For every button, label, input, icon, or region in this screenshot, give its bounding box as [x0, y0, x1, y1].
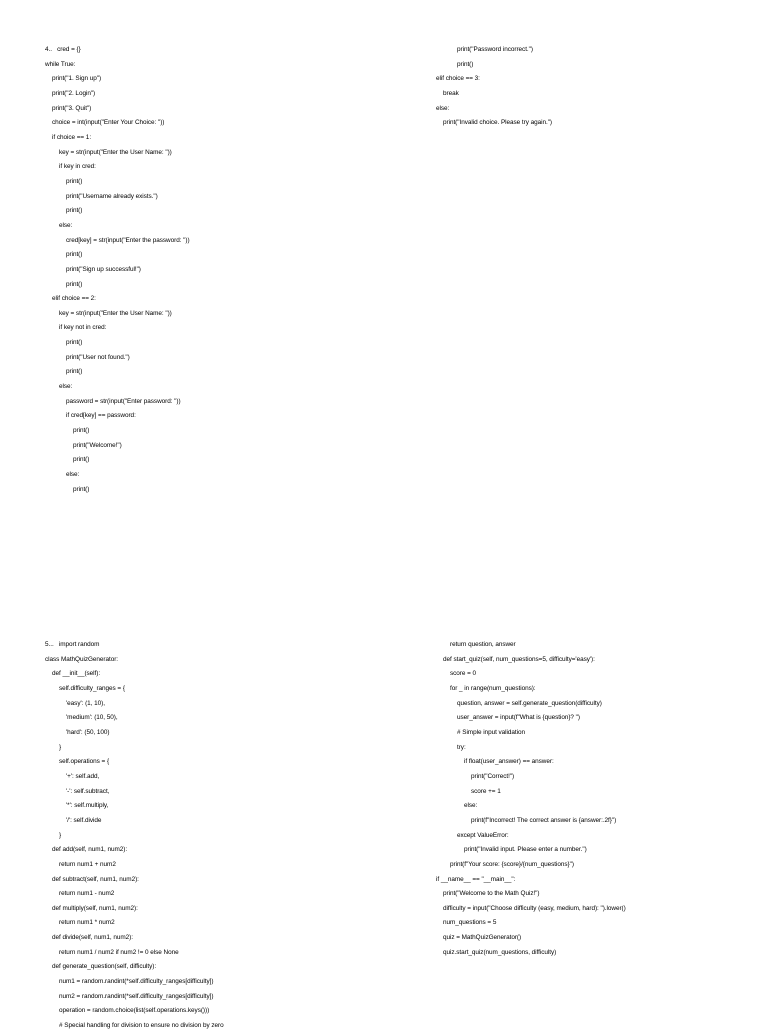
code-line: print()	[73, 427, 90, 435]
code-line: print()	[73, 485, 90, 493]
code-line: if float(user_answer) == answer:	[464, 758, 554, 766]
code-line: elif choice == 2:	[52, 295, 96, 303]
code-line: def start_quiz(self, num_questions=5, difficulty='easy'):	[443, 655, 595, 663]
code-line: else:	[436, 104, 450, 112]
block-5-right-column	[436, 638, 626, 960]
code-line: '*': self.multiply,	[66, 802, 109, 810]
code-line: def subtract(self, num1, num2):	[52, 875, 139, 883]
code-line: print("User not found.")	[66, 353, 130, 361]
code-line: cred[key] = str(input("Enter the password: "))	[66, 236, 190, 244]
code-line: question, answer = self.generate_question(difficulty)	[457, 699, 602, 707]
code-line: print("1. Sign up")	[52, 75, 102, 83]
code-line: return num1 / num2 if num2 != 0 else None	[59, 948, 179, 956]
code-line: print("3. Quit")	[52, 104, 92, 112]
code-line: print()	[66, 280, 83, 288]
code-line: key = str(input("Enter the User Name: "))	[59, 148, 172, 156]
code-line: return question, answer	[450, 641, 516, 648]
code-line: print(f"Your score: {score}/{num_questions}")	[450, 860, 574, 868]
code-line: elif choice == 3:	[436, 75, 480, 83]
code-line: }	[59, 743, 62, 751]
code-line: print()	[66, 251, 83, 259]
code-line: else:	[59, 221, 73, 229]
code-line: print(f"Incorrect! The correct answer is {answer:.2f}")	[471, 816, 617, 824]
code-line: print()	[66, 368, 83, 376]
code-line: # Special handling for division to ensure no division by zero	[59, 1022, 224, 1030]
code-line: self.difficulty_ranges = {	[59, 684, 125, 692]
code-line: 'hard': (50, 100)	[66, 728, 110, 736]
code-line: print("Password incorrect.")	[457, 46, 533, 53]
code-line: print("Welcome!")	[73, 441, 122, 449]
block-4-left-column	[45, 43, 190, 497]
code-line: else:	[464, 802, 478, 810]
block-5-left-column	[45, 638, 224, 1034]
code-line: if cred[key] == password:	[66, 412, 136, 420]
code-line: break	[443, 89, 459, 97]
code-line: if choice == 1:	[52, 133, 92, 141]
code-line: password = str(input("Enter password: "))	[66, 397, 181, 405]
code-line: choice = int(input("Enter Your Choice: "))	[52, 119, 165, 127]
code-line: print()	[66, 177, 83, 185]
code-line: # Simple input validation	[457, 728, 526, 736]
code-line: print()	[66, 207, 83, 215]
code-line: user_answer = input(f"What is {question}? ")	[457, 714, 580, 722]
code-line: if key not in cred:	[59, 324, 107, 332]
code-line: else:	[59, 383, 73, 391]
code-line: print()	[66, 339, 83, 347]
code-line: 'medium': (10, 50),	[66, 714, 118, 722]
code-line: self.operations = {	[59, 758, 110, 766]
code-line: class MathQuizGenerator:	[45, 655, 119, 663]
code-line: difficulty = input("Choose difficulty (easy, medium, hard): ").lower()	[443, 904, 626, 912]
code-line: print()	[73, 456, 90, 464]
code-line: print("Correct!")	[471, 772, 515, 780]
code-line: try:	[457, 743, 466, 751]
code-line: }	[59, 831, 62, 839]
code-line: print("Invalid input. Please enter a number.")	[464, 846, 587, 854]
code-line: else:	[66, 471, 80, 479]
code-line: print("Sign up successful!")	[66, 265, 141, 273]
code-line: print("Username already exists.")	[66, 192, 158, 200]
code-line: def __init__(self):	[52, 670, 101, 678]
code-line: return num1 + num2	[59, 860, 116, 868]
code-line: def add(self, num1, num2):	[52, 846, 128, 854]
code-line: print()	[457, 60, 474, 68]
code-line: num2 = random.randint(*self.difficulty_ranges[difficulty])	[59, 992, 214, 1000]
code-line: key = str(input("Enter the User Name: "))	[59, 309, 172, 317]
code-line: score += 1	[471, 787, 501, 795]
code-line: except ValueError:	[457, 831, 509, 839]
code-line: '+': self.add,	[66, 772, 100, 780]
code-line: quiz.start_quiz(num_questions, difficulty)	[443, 948, 557, 956]
code-line: 4.. cred = {}	[45, 46, 81, 53]
code-line: def multiply(self, num1, num2):	[52, 904, 138, 912]
code-line: while True:	[45, 60, 76, 68]
code-line: def divide(self, num1, num2):	[52, 934, 133, 942]
code-line: print("Invalid choice. Please try again.")	[443, 119, 553, 127]
code-line: num_questions = 5	[443, 919, 497, 927]
code-line: '/': self.divide	[66, 816, 102, 824]
code-line: score = 0	[450, 670, 477, 678]
code-line: 'easy': (1, 10),	[66, 699, 105, 707]
code-line: operation = random.choice(list(self.operations.keys()))	[59, 1007, 210, 1015]
block-4-right-column	[436, 43, 552, 131]
code-line: 5... import random	[45, 641, 100, 648]
code-line: if key in cred:	[59, 163, 96, 171]
code-line: print("Welcome to the Math Quiz!")	[443, 890, 540, 898]
code-line: if __name__ == "__main__":	[436, 875, 516, 883]
code-line: return num1 * num2	[59, 919, 115, 927]
code-line: return num1 - num2	[59, 890, 115, 898]
code-line: print("2. Login")	[52, 89, 96, 97]
code-line: def generate_question(self, difficulty):	[52, 963, 157, 971]
code-line: for _ in range(num_questions):	[450, 684, 536, 692]
code-line: num1 = random.randint(*self.difficulty_ranges[difficulty])	[59, 978, 214, 986]
code-line: quiz = MathQuizGenerator()	[443, 934, 522, 942]
code-line: '-': self.subtract,	[66, 787, 110, 795]
